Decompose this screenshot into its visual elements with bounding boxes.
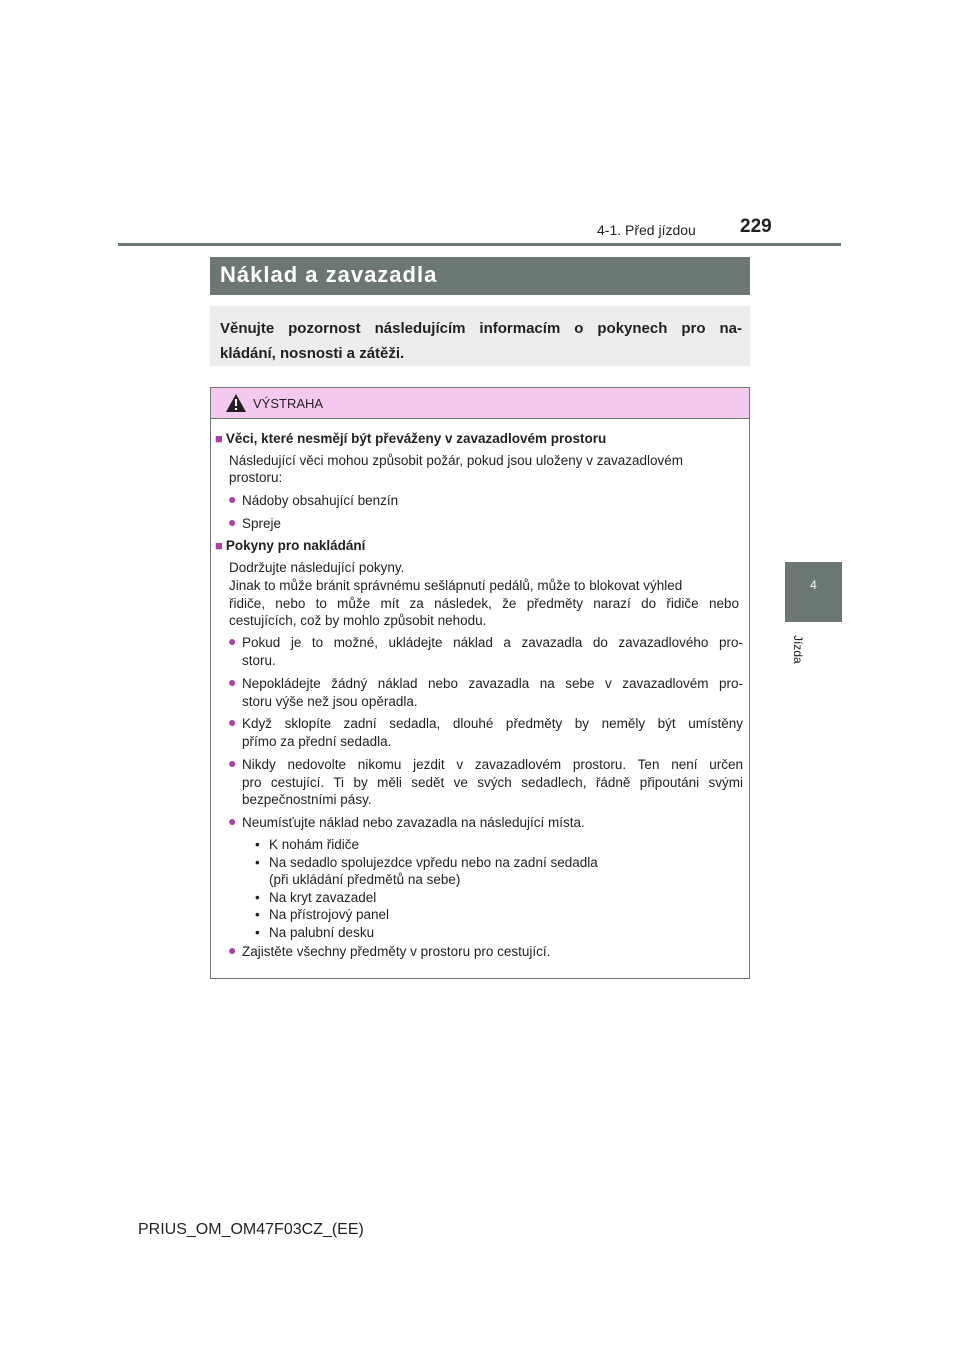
square-marker: ■ — [215, 431, 223, 446]
body-line: cestujících, což by mohlo způsobit nehodu. — [229, 613, 487, 628]
sub-bullet-marker: • — [255, 890, 260, 905]
chapter-tab — [785, 562, 842, 622]
section-heading-text: Pokyny pro nakládání — [225, 538, 366, 553]
sub-bullet-marker: • — [255, 837, 260, 852]
bullet-text: přímo za přední sedadla. — [242, 734, 392, 749]
body-line: Dodržujte následující pokyny. — [229, 560, 405, 575]
bullet-marker: ● — [228, 714, 237, 730]
sub-bullet-marker: • — [255, 925, 260, 940]
bullet-text: storu. — [242, 653, 276, 668]
section-label: 4-1. Před jízdou — [597, 222, 696, 238]
bullet-text: Nepokládejte žádný náklad nebo zavazadla na sebe v zavazadlovém pro- — [242, 676, 743, 691]
warning-label: VÝSTRAHA — [253, 396, 324, 411]
bullet-text: Spreje — [242, 516, 282, 531]
sub-item — [255, 889, 376, 907]
bullet-marker: ● — [228, 755, 237, 771]
bullet-marker: ● — [228, 514, 237, 530]
sub-item — [255, 924, 374, 942]
body-line: řidiče, nebo to může mít za následek, že předměty narazí do řidiče nebo — [229, 596, 739, 611]
bullet-marker: ● — [228, 633, 237, 649]
square-marker: ■ — [215, 538, 223, 553]
sub-item-text: Na přístrojový panel — [269, 907, 390, 922]
body-line: prostoru: — [229, 470, 283, 485]
body-line: Jinak to může bránit správnému sešlápnutí pedálů, může to blokovat výhled — [229, 578, 683, 593]
sub-bullet-marker: • — [255, 855, 260, 870]
sub-item — [255, 906, 389, 924]
bullet-marker: ● — [228, 674, 237, 690]
page-title: Náklad a zavazadla — [220, 262, 438, 287]
bullet-text: Nikdy nedovolte nikomu jezdit v zavazadlovém prostoru. Ten není určen — [242, 757, 743, 772]
sub-item-continuation: (při ukládání předmětů na sebe) — [269, 872, 461, 887]
bullet-marker: ● — [228, 813, 237, 829]
header-rule — [118, 243, 841, 246]
sub-item-text: Na kryt zavazadel — [269, 890, 377, 905]
bullet-text: Pokud je to možné, ukládejte náklad a zavazadla do zavazadlového pro- — [242, 635, 743, 650]
section-heading — [215, 537, 365, 555]
sub-item-text: K nohám řidiče — [269, 837, 360, 852]
intro-line: Věnujte pozornost následujícím informacím o pokynech pro na- — [220, 320, 742, 337]
sub-item-text: Na sedadlo spolujezdce vpředu nebo na zadní sedadla — [269, 855, 598, 870]
section-heading — [215, 430, 606, 448]
bullet-text: bezpečnostními pásy. — [242, 792, 372, 807]
bullet-text: Zajistěte všechny předměty v prostoru pro cestující. — [242, 944, 551, 959]
warning-triangle-icon — [225, 393, 247, 418]
bullet-marker: ● — [228, 491, 237, 507]
intro-line: kládání, nosnosti a zátěži. — [220, 345, 405, 362]
intro-text — [220, 316, 742, 366]
section-heading-text: Věci, které nesmějí být převáženy v zavazadlovém prostoru — [225, 431, 607, 446]
bullet-text: Když sklopíte zadní sedadla, dlouhé předměty by neměly být umístěny — [242, 716, 743, 731]
bullet-text: pro cestující. Ti by měli sedět ve svých sedadlech, řádně připoutáni svými — [242, 775, 743, 790]
sub-item — [255, 854, 598, 872]
chapter-number: 4 — [810, 578, 817, 592]
sub-bullet-marker: • — [255, 907, 260, 922]
bullet-text: storu výše než jsou opěradla. — [242, 694, 418, 709]
footer-code: PRIUS_OM_OM47F03CZ_(EE) — [138, 1221, 364, 1238]
bullet-text: Neumísťujte náklad nebo zavazadla na následující místa. — [242, 815, 585, 830]
sub-item — [255, 836, 359, 854]
bullet-text: Nádoby obsahující benzín — [242, 493, 399, 508]
sub-item-text: Na palubní desku — [269, 925, 375, 940]
bullet-marker: ● — [228, 942, 237, 958]
page-number: 229 — [740, 216, 772, 237]
chapter-title: Jízda — [791, 635, 805, 664]
body-line: Následující věci mohou způsobit požár, pokud jsou uloženy v zavazadlovém — [229, 453, 684, 468]
